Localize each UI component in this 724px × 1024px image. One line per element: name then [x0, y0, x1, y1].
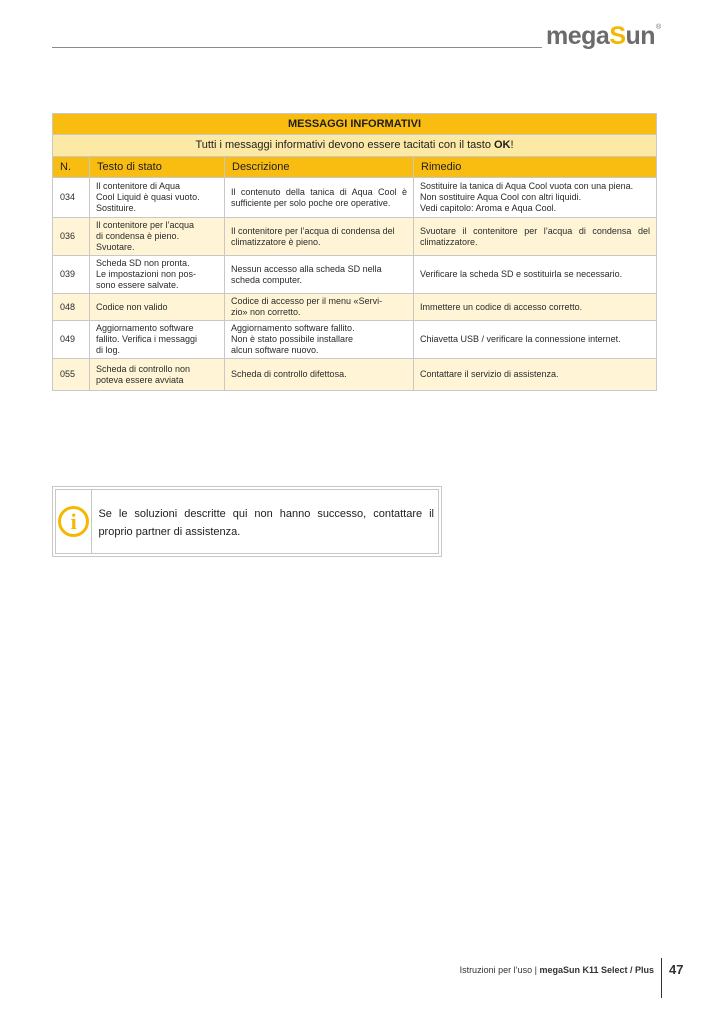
row-descrizione: Il contenitore per l’acqua di condensa del climatizzatore è pieno.: [225, 218, 414, 256]
row-num: 039: [53, 256, 90, 294]
footer-caption: Istruzioni per l’uso | megaSun K11 Select / Plus: [459, 965, 654, 975]
page-number: 47: [669, 962, 684, 977]
table-subtitle: Tutti i messaggi informativi devono essere tacitati con il tasto OK!: [53, 135, 657, 157]
info-note-text: Se le soluzioni descritte qui non hanno successo, contattare il proprio partner di assistenza.: [98, 508, 434, 538]
column-header-stato: Testo di stato: [90, 157, 225, 178]
table-row: [53, 294, 657, 321]
info-icon: i: [58, 506, 89, 537]
table-subtitle-row: [53, 135, 657, 157]
table-title: MESSAGGI INFORMATIVI: [53, 114, 657, 135]
row-descrizione: Nessun accesso alla scheda SD nella scheda computer.: [225, 256, 414, 294]
megasun-logo: megaSun®: [546, 22, 661, 50]
row-num: 034: [53, 178, 90, 218]
column-header-num: N.: [53, 157, 90, 178]
row-num: 036: [53, 218, 90, 256]
row-rimedio: Verificare la scheda SD e sostituirla se necessario.: [414, 256, 657, 294]
info-note: [52, 486, 442, 557]
row-stato: Scheda di controllo non poteva essere avviata: [90, 359, 225, 391]
table-row: [53, 321, 657, 359]
row-descrizione: Codice di accesso per il menu «Servi- zio» non corretto.: [225, 294, 414, 321]
row-stato: Scheda SD non pronta. Le impostazioni non pos- sono essere salvate.: [90, 256, 225, 294]
row-rimedio: Chiavetta USB / verificare la connessione internet.: [414, 321, 657, 359]
header-rule: [52, 47, 542, 48]
row-stato: Aggiornamento software fallito. Verifica i messaggi di log.: [90, 321, 225, 359]
column-header-rimedio: Rimedio: [414, 157, 657, 178]
table-header-row: [53, 157, 657, 178]
footer-divider: [661, 958, 662, 998]
table-title-row: [53, 114, 657, 135]
row-rimedio: Svuotare il contenitore per l’acqua di condensa del climatizzatore.: [414, 218, 657, 256]
row-num: 055: [53, 359, 90, 391]
row-stato: Il contenitore di Aqua Cool Liquid è quasi vuoto. Sostituire.: [90, 178, 225, 218]
table-row: [53, 178, 657, 218]
info-icon-cell: [56, 490, 92, 553]
row-stato: Codice non valido: [90, 294, 225, 321]
table-row: [53, 218, 657, 256]
row-descrizione: Il contenuto della tanica di Aqua Cool è sufficiente per solo poche ore operative.: [225, 178, 414, 218]
row-rimedio: Immettere un codice di accesso corretto.: [414, 294, 657, 321]
info-messages-table: [52, 113, 657, 391]
row-rimedio: Sostituire la tanica di Aqua Cool vuota con una piena. Non sostituire Aqua Cool con altri liquidi. Vedi capitolo: Aroma e Aqua Cool.: [414, 178, 657, 218]
info-note-inner: [55, 489, 439, 554]
column-header-descrizione: Descrizione: [225, 157, 414, 178]
table-row: [53, 359, 657, 391]
row-descrizione: Aggiornamento software fallito. Non è stato possibile installare alcun software nuovo.: [225, 321, 414, 359]
row-descrizione: Scheda di controllo difettosa.: [225, 359, 414, 391]
table-row: [53, 256, 657, 294]
row-stato: Il contenitore per l’acqua di condensa è pieno. Svuotare.: [90, 218, 225, 256]
row-num: 048: [53, 294, 90, 321]
row-num: 049: [53, 321, 90, 359]
row-rimedio: Contattare il servizio di assistenza.: [414, 359, 657, 391]
